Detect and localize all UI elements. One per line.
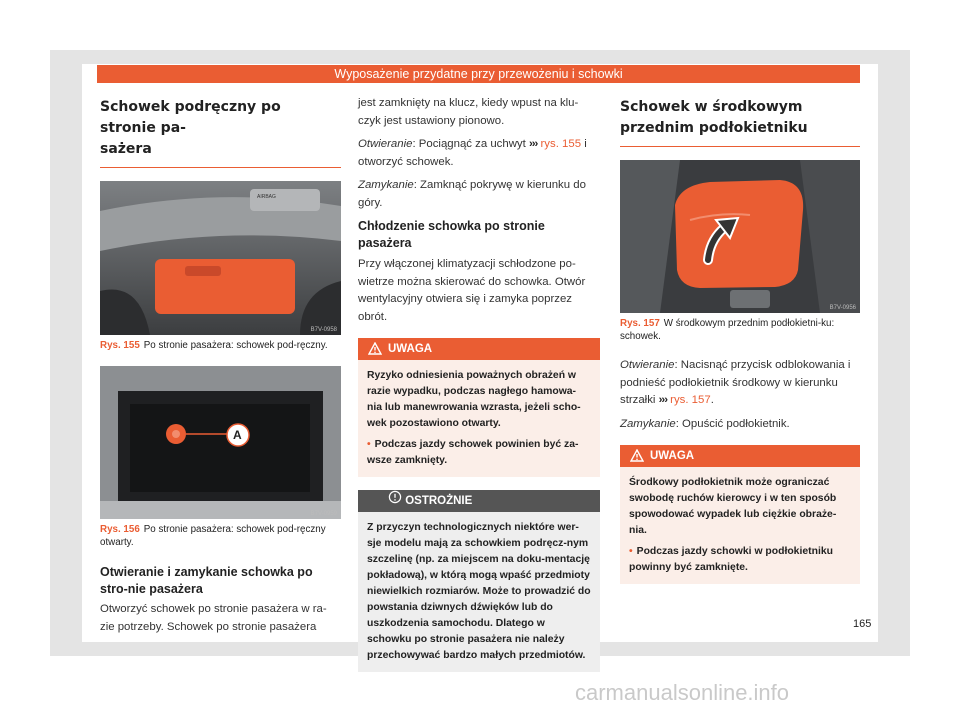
opening-instruction (620, 357, 860, 410)
caption-text: Po stronie pasażera: schowek pod-ręczny otwarty. (100, 524, 326, 548)
subsection-title-open-close: Otwieranie i zamykanie schowka po stro-nie pasażera (100, 565, 313, 596)
figure-157 (620, 160, 860, 313)
caution-title: OSTROŻNIE (405, 495, 473, 507)
closing-label: Zamykanie (358, 179, 414, 191)
opening-instruction (358, 136, 600, 171)
figure-number: Rys. 157 (620, 318, 660, 329)
caption-text: Po stronie pasażera: schowek pod-ręczny. (143, 340, 328, 351)
figure-code: B7V-0958 (310, 327, 337, 333)
watermark: carmanualsonline.info (575, 680, 790, 705)
figure-156 (100, 366, 341, 519)
warning-triangle-icon (368, 342, 382, 355)
bullet-icon: • (629, 546, 633, 557)
figure-155-caption (100, 339, 341, 352)
closing-instruction (358, 177, 600, 212)
ref-arrows: ››› (528, 138, 538, 150)
section-title-armrest: Schowek w środkowym przednim podłokietniku (620, 97, 860, 147)
opening-label: Otwieranie (620, 359, 675, 371)
warning-body (620, 467, 860, 584)
armrest-illustration (620, 160, 860, 313)
opening-text: : Pociągnąć za uchwyt (412, 138, 529, 150)
opening-text-end: . (710, 394, 714, 406)
warning-text: Środkowy podłokietnik może ograniczać swobodę ruchów kierowcy i w ten sposób spowodować wypadek lub ciężkie obraże-nia. (629, 477, 837, 536)
opening-text: : Nacisnąć przycisk odblokowania i podnieść podłokietnik środkowy w kierunku strzałki (620, 359, 851, 406)
warning-bullet-item (367, 437, 591, 469)
glovebox-open-illustration (100, 366, 341, 519)
page-number: 165 (853, 618, 872, 630)
figure-155-link[interactable]: rys. 155 (540, 138, 582, 150)
opening-label: Otwieranie (358, 138, 413, 150)
figure-157-link[interactable]: rys. 157 (670, 394, 711, 406)
caution-header (358, 490, 600, 512)
paragraph: jest zamknięty na klucz, kiedy wpust na klu-czyk jest ustawiony pionowo. (358, 97, 579, 127)
warning-title: UWAGA (650, 450, 695, 462)
figure-156-caption (100, 523, 341, 549)
glovebox-closed-illustration (100, 181, 341, 335)
paragraph: Przy włączonej klimatyzacji schłodzone po-wietrze można skierować do schowka. Otwór wentylacyjny otwiera się i zamyka poprzez obrót. (358, 258, 586, 323)
bullet-icon: • (367, 439, 371, 450)
caption-text: W środkowym przednim podłokietni-ku: schowek. (620, 318, 835, 342)
figure-code: B7V-0956 (829, 305, 856, 311)
warning-title: UWAGA (388, 343, 433, 355)
paragraph: Otworzyć schowek po stronie pasażera w ra-zie potrzeby. Schowek po stronie pasażera (100, 603, 327, 633)
airbag-label: AIRBAG (257, 194, 276, 200)
middle-column (358, 95, 600, 672)
warning-bullet-text: Podczas jazdy schowek powinien być za-wsze zamknięty. (367, 439, 579, 466)
warning-text: Ryzyko odniesienia poważnych obrażeń w razie wypadku, podczas nagłego hamowa-nia lub manewrowania wzrasta, jeżeli scho-wek pozostawiono otwarty. (367, 370, 581, 429)
closing-text: : Opuścić podłokietnik. (675, 417, 790, 430)
subsection-title-cooling: Chłodzenie schowka po stronie pasażera (358, 219, 545, 250)
figure-155 (100, 181, 341, 335)
warning-box (620, 445, 860, 584)
warning-header (620, 445, 860, 467)
info-circle-icon (388, 490, 402, 504)
warning-bullet-text: Podczas jazdy schowki w podłokietniku powinny być zamknięte. (629, 546, 833, 573)
caution-body: Z przyczyn technologicznych niektóre wer-sje modelu mają za schowkiem podręcz-nym szczelinę (np. za miejscem na doku-mentację pokładową), w którą mogą wpaść przedmioty niewielkich rozmiarów. Może to prowadzić do powstania dziwnych dźwięków lub do uszkodzenia samochodu. Dlatego w schowku po stronie pasażera nie należy przechowywać bardzo małych przedmiotów. (358, 512, 600, 672)
figure-157-caption (620, 317, 860, 343)
figure-code: B7V-0959 (310, 511, 337, 517)
caution-box (358, 490, 600, 672)
left-column (100, 97, 341, 642)
section-title-glovebox: Schowek podręczny po stronie pa- sażera (100, 97, 341, 168)
warning-header (358, 338, 600, 360)
right-column (620, 97, 860, 584)
warning-body (358, 360, 600, 477)
closing-instruction (620, 416, 860, 434)
chapter-header: Wyposażenie przydatne przy przewożeniu i schowki (97, 65, 860, 83)
ref-arrows: ››› (658, 394, 667, 406)
figure-number: Rys. 155 (100, 340, 140, 351)
warning-triangle-icon (630, 449, 644, 462)
opening-text-end: i otworzyć schowek. (358, 138, 587, 168)
warning-bullet-item (629, 544, 851, 576)
closing-text: : Zamknąć pokrywę w kierunku do góry. (358, 179, 586, 209)
warning-box (358, 338, 600, 477)
figure-number: Rys. 156 (100, 524, 140, 535)
marker-a-label: A (233, 428, 242, 442)
closing-label: Zamykanie (620, 417, 676, 430)
